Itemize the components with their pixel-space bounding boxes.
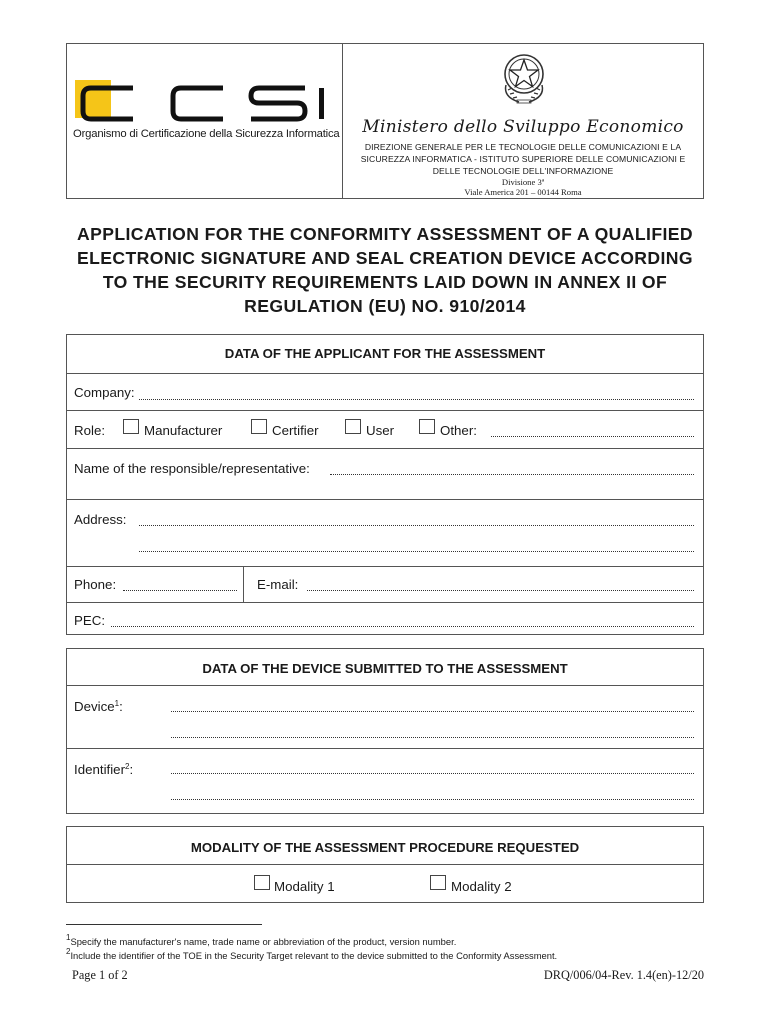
address-field-line-2[interactable] xyxy=(139,551,694,552)
phone-email-divider xyxy=(243,567,244,602)
direzione-text: DIREZIONE GENERALE PER LE TECNOLOGIE DELLE COMUNICAZIONI E LA SICUREZZA INFORMATICA - ISTITUTO SUPERIORE DELLE COMUNICAZIONI E DELLE TECNOLOGIE DELL'INFORMAZIONE xyxy=(360,142,686,176)
modality-heading: MODALITY OF THE ASSESSMENT PROCEDURE REQUESTED xyxy=(190,840,580,855)
pec-label: PEC: xyxy=(74,613,106,628)
address-row xyxy=(67,499,703,566)
company-label: Company: xyxy=(74,385,135,400)
phone-field[interactable] xyxy=(123,590,237,591)
modality-row xyxy=(67,864,703,903)
role-row xyxy=(67,410,703,448)
modality-2-checkbox[interactable] xyxy=(430,875,446,890)
divisione-block xyxy=(343,177,703,197)
email-field[interactable] xyxy=(307,590,694,591)
company-field[interactable] xyxy=(139,399,694,400)
user-label: User xyxy=(366,423,395,438)
pec-row xyxy=(67,602,703,635)
identifier-field-line-2[interactable] xyxy=(171,799,694,800)
email-label: E-mail: xyxy=(257,577,299,592)
device-field-line-2[interactable] xyxy=(171,737,694,738)
phone-label: Phone: xyxy=(74,577,117,592)
contact-row xyxy=(67,566,703,602)
footnote-1: $^1$Specify the manufacturer's name, trade name or abbreviation of the product, version number. xyxy=(66,933,457,947)
footnote-2: $^2$Include the identifier of the TOE in the Security Target relevant to the device submitted to the Conformity Assessment. xyxy=(66,947,558,961)
certifier-checkbox[interactable] xyxy=(251,419,267,434)
identifier-label: Identifier$^2$: xyxy=(74,762,134,777)
manufacturer-checkbox[interactable] xyxy=(123,419,139,434)
divisione-label: Divisione 3ª xyxy=(501,177,545,187)
identifier-row xyxy=(67,748,703,814)
device-section xyxy=(66,648,704,814)
responsible-field[interactable] xyxy=(330,474,694,475)
identifier-footnote-ref: 2 xyxy=(125,762,130,771)
identifier-field-line-1[interactable] xyxy=(171,773,694,774)
org-name: Organismo di Certificazione della Sicurezza Informatica xyxy=(73,128,340,140)
applicant-section xyxy=(66,334,704,635)
device-row xyxy=(67,685,703,748)
address-field-line-1[interactable] xyxy=(139,525,694,526)
modality-2-label: Modality 2 xyxy=(451,879,512,894)
footnote-separator xyxy=(66,924,262,925)
device-footnote-ref: 1 xyxy=(114,699,120,708)
responsible-label: Name of the responsible/representative: xyxy=(74,461,310,476)
user-checkbox[interactable] xyxy=(345,419,361,434)
document-header xyxy=(66,43,704,199)
document-reference: DRQ/006/04-Rev. 1.4(en)-12/20 xyxy=(543,968,704,982)
other-field[interactable] xyxy=(491,436,694,437)
ministry-panel xyxy=(343,44,703,198)
pec-field[interactable] xyxy=(111,626,694,627)
modality-1-checkbox[interactable] xyxy=(254,875,270,890)
ministry-name: Ministero dello Sviluppo Economico xyxy=(362,117,684,137)
page-title: APPLICATION FOR THE CONFORMITY ASSESSMENT OF A QUALIFIED ELECTRONIC SIGNATURE AND SEAL CREATION DEVICE ACCORDING TO THE SECURITY REQUIREMENTS LAID DOWN IN ANNEX II OF REGULATION (EU) NO. 910/2014 xyxy=(76,224,694,316)
responsible-row xyxy=(67,448,703,499)
address-label: Address: xyxy=(74,512,127,527)
italian-emblem-icon xyxy=(499,49,549,107)
modality-section xyxy=(66,826,704,903)
other-label: Other: xyxy=(440,423,477,438)
ministry-address: Viale America 201 – 00144 Roma xyxy=(464,187,582,197)
company-row xyxy=(67,373,703,410)
other-checkbox[interactable] xyxy=(419,419,435,434)
page-number: Page 1 of 2 xyxy=(72,968,128,982)
certifier-label: Certifier xyxy=(272,423,319,438)
manufacturer-label: Manufacturer xyxy=(144,423,223,438)
modality-1-label: Modality 1 xyxy=(274,879,335,894)
device-field-line-1[interactable] xyxy=(171,711,694,712)
applicant-heading: DATA OF THE APPLICANT FOR THE ASSESSMENT xyxy=(224,346,546,361)
role-label: Role: xyxy=(74,423,106,438)
ocsi-panel xyxy=(67,44,343,198)
ocsi-logo xyxy=(73,78,338,128)
device-label: Device$^1$: xyxy=(74,699,123,714)
device-heading: DATA OF THE DEVICE SUBMITTED TO THE ASSESSMENT xyxy=(202,661,568,676)
